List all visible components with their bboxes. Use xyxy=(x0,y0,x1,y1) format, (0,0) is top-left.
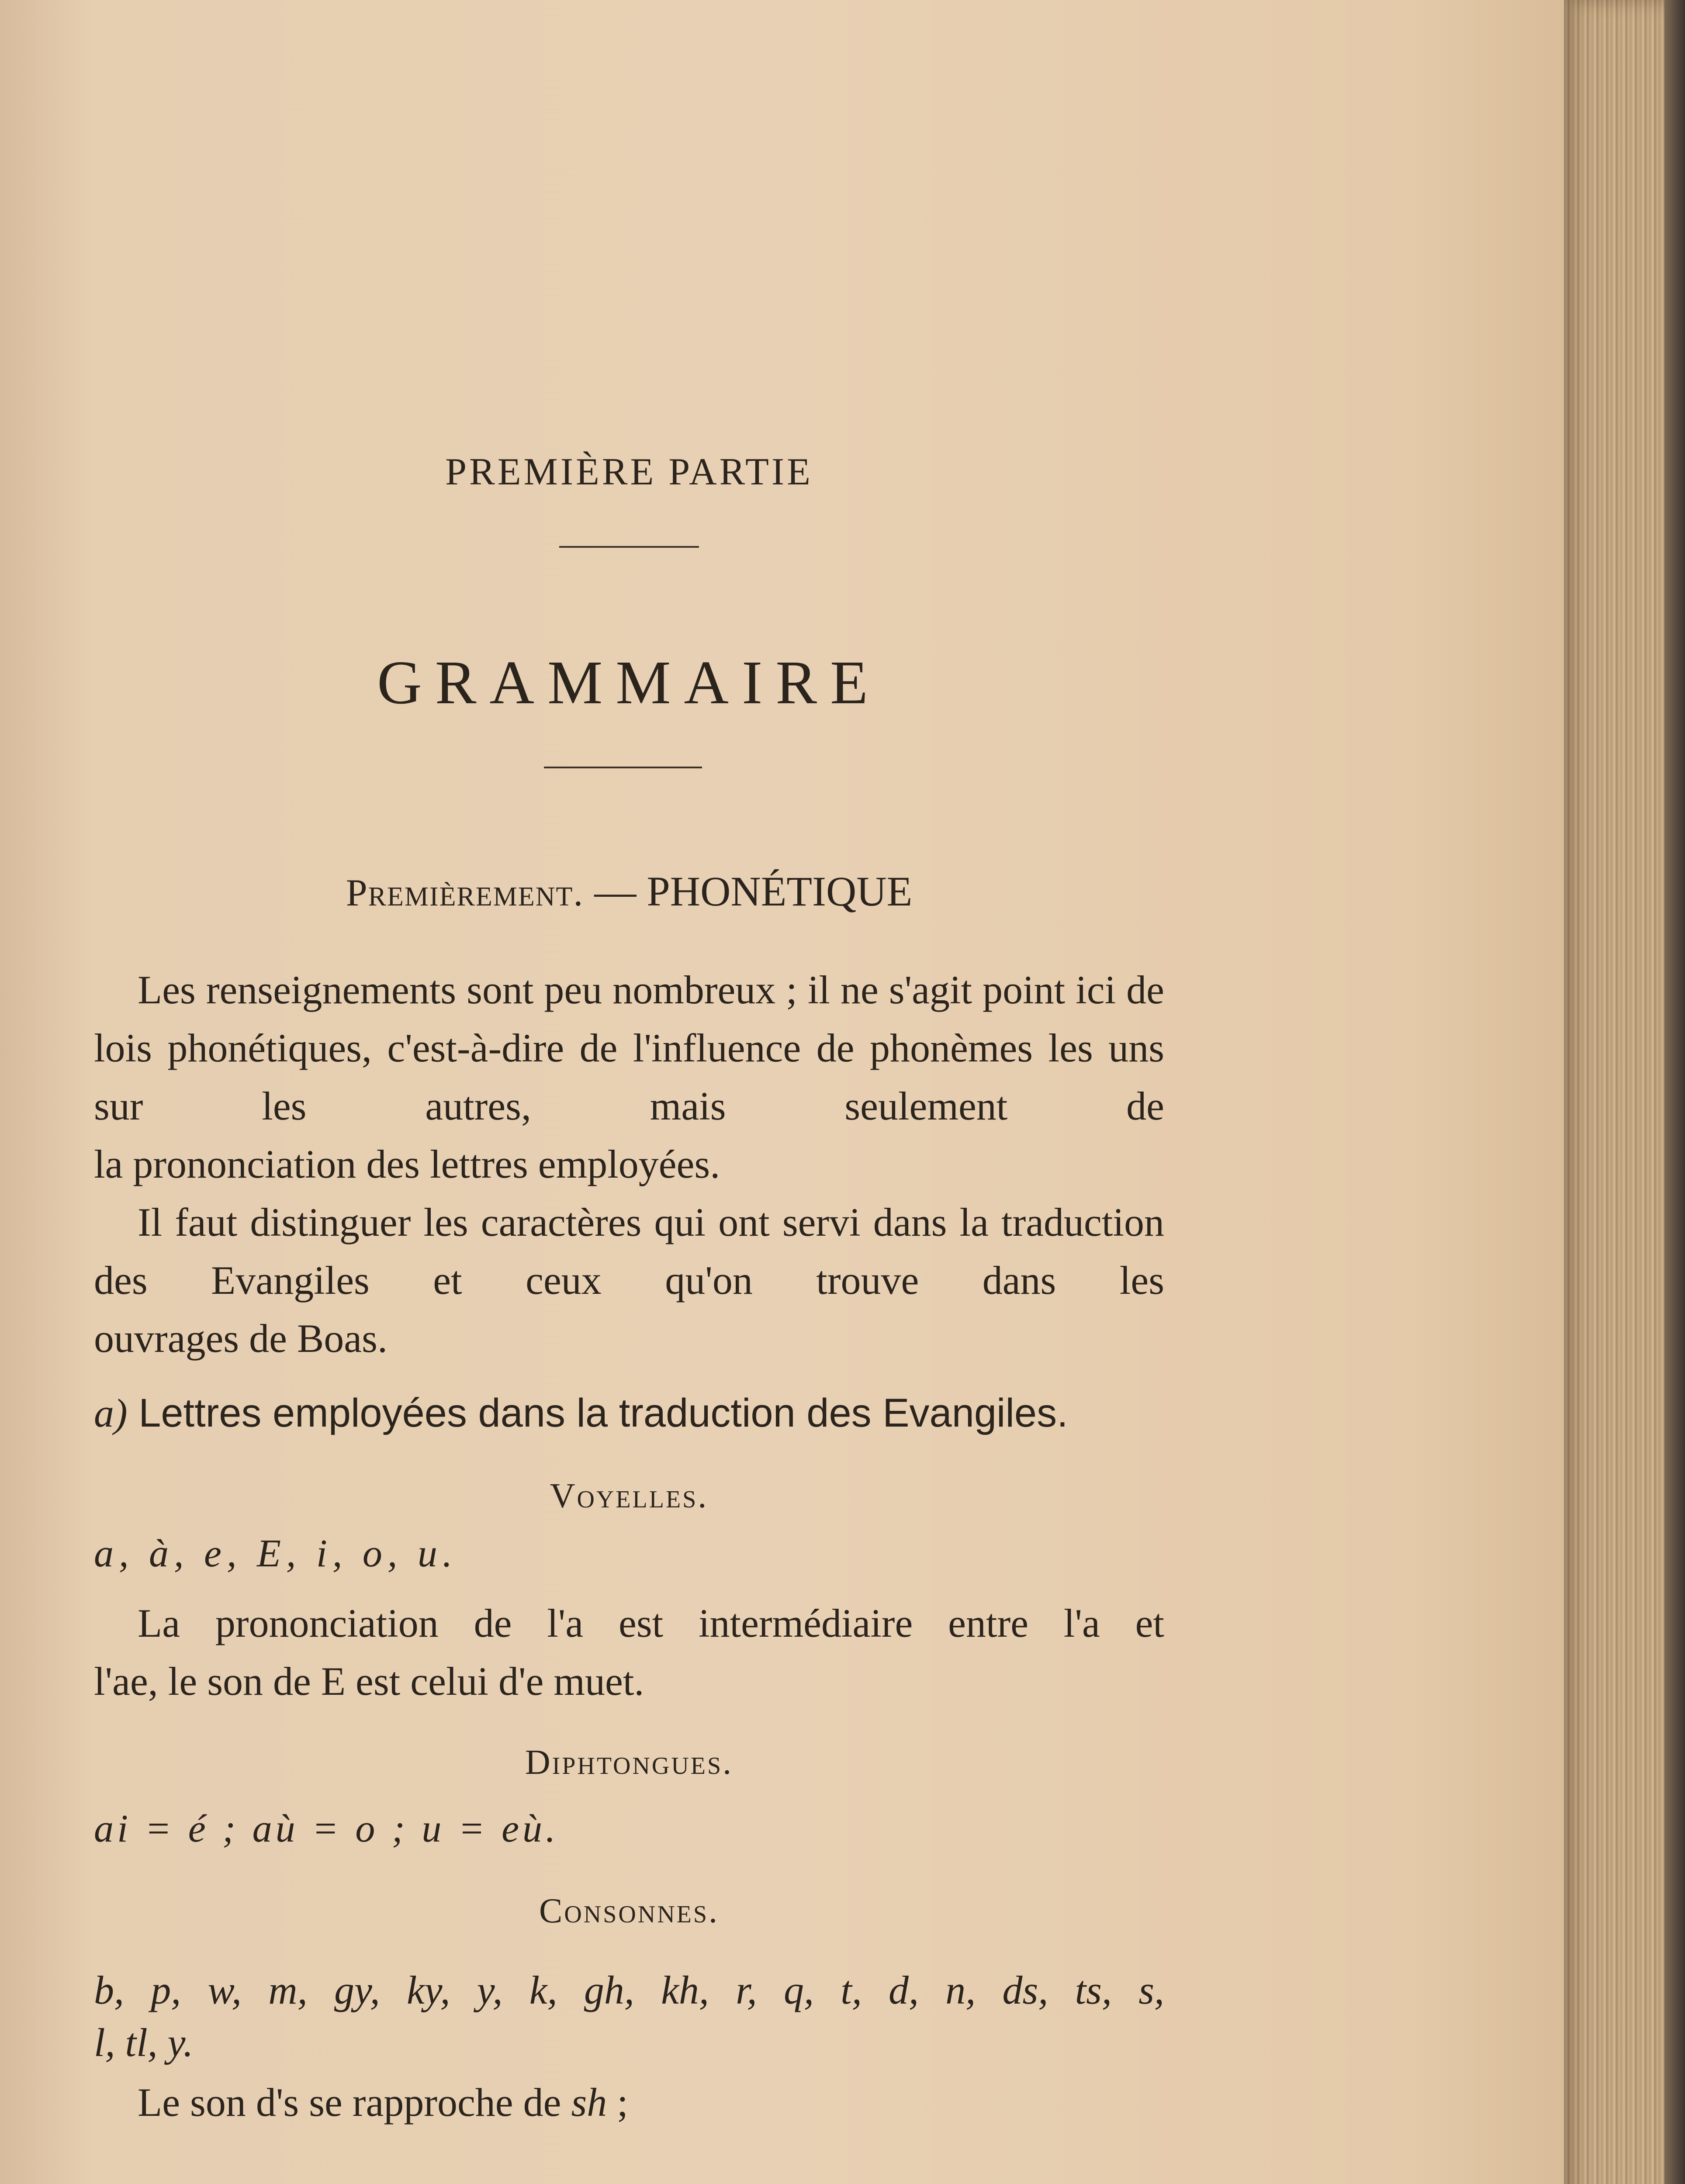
subsection-a-heading xyxy=(94,1390,1164,1436)
section-dash: — xyxy=(594,868,637,915)
book-cover-edge xyxy=(1664,0,1685,2184)
paragraph-2: Il faut distinguer les caractères qui ont servi dans la traduction des Evangiles et ceux qu'on trouve dans les xyxy=(94,1200,1164,1303)
diphtongues-list: ai = é ; aù = o ; u = eù. xyxy=(94,1807,559,1850)
paragraph-3-end: l'ae, le son de E est celui d'e muet. xyxy=(94,1659,644,1704)
paragraph-4-text: Le son d's se rapproche de xyxy=(138,2080,571,2125)
section-title: PHONÉTIQUE xyxy=(647,868,913,915)
section-heading xyxy=(94,867,1164,916)
paragraph-4 xyxy=(94,2079,1164,2125)
paragraph-4-end: ; xyxy=(607,2080,628,2125)
subsection-marker: a) xyxy=(94,1391,128,1435)
voyelles-list: a, à, e, E, i, o, u. xyxy=(94,1532,458,1575)
subsection-text: Lettres employées dans la traduction des Evangiles. xyxy=(127,1391,1068,1435)
paragraph-2-end: ouvrages de Boas. xyxy=(94,1316,388,1361)
part-title: PREMIÈRE PARTIE xyxy=(445,451,813,493)
consonnes-list-end: l, tl, y. xyxy=(94,2020,194,2065)
paragraph-4-italic: sh xyxy=(571,2080,607,2125)
page-stack-edge xyxy=(1564,0,1664,2184)
main-title: GRAMMAIRE xyxy=(377,648,881,717)
section-label: Premièrement. xyxy=(346,872,584,914)
voyelles-heading: Voyelles. xyxy=(550,1477,709,1515)
paragraph-1-end: la prononciation des lettres employées. xyxy=(94,1142,720,1186)
divider-rule xyxy=(559,546,699,548)
consonnes-heading: Consonnes. xyxy=(539,1892,720,1930)
consonnes-list: b, p, w, m, gy, ky, y, k, gh, kh, r, q, t, d, n, ds, ts, s, xyxy=(94,1968,1164,2012)
diphtongues-heading: Diphtongues. xyxy=(525,1743,734,1782)
divider-rule xyxy=(544,767,702,768)
paragraph-1: Les renseignements sont peu nombreux ; il ne s'agit point ici de lois phonétiques, c'est-à-dire de l'influence de phonèmes les uns sur les autres, mais seulement de xyxy=(94,968,1164,1128)
paragraph-3: La prononciation de l'a est intermédiaire entre l'a et xyxy=(138,1601,1164,1645)
